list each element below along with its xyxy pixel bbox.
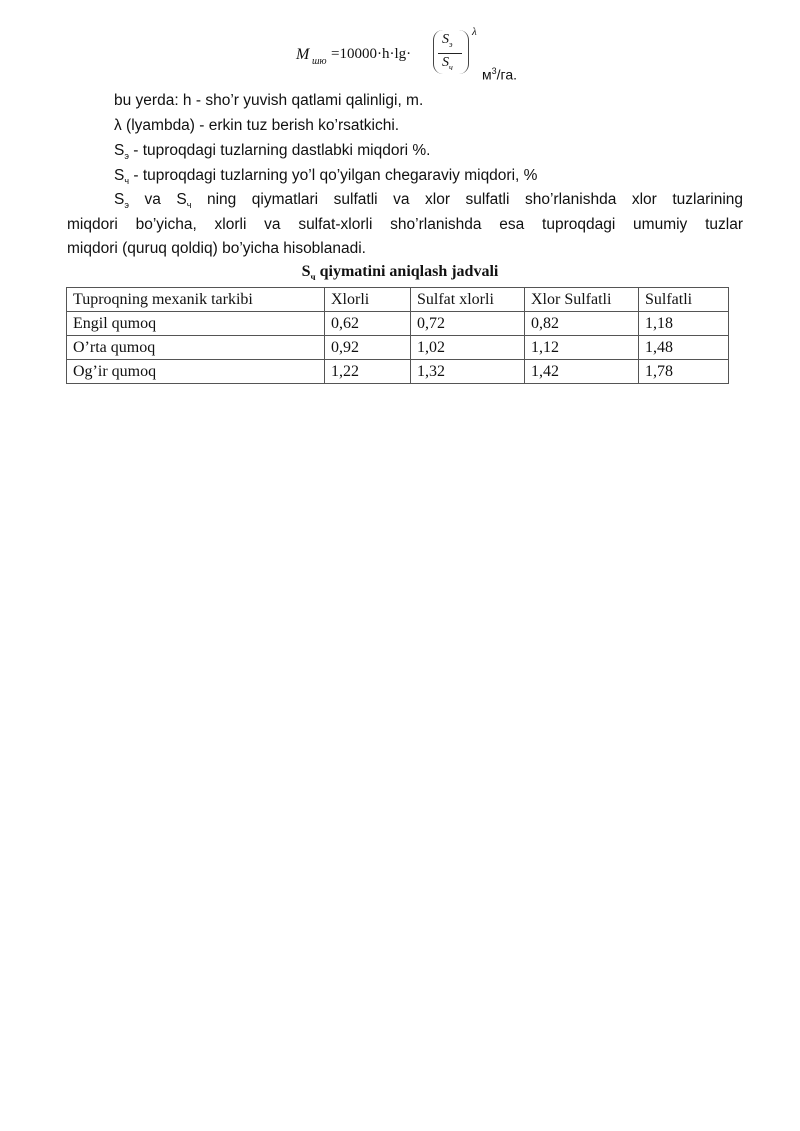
cell-value: 0,92: [325, 336, 411, 360]
cell-value: 0,62: [325, 312, 411, 336]
formula-unit: $м^3/га$.: [482, 66, 518, 83]
formula-fraction-line: [438, 53, 462, 54]
formula-denominator: $S_ч$: [442, 55, 453, 72]
cell-value: 1,78: [639, 360, 729, 384]
formula-lhs-subscript: шю: [312, 56, 327, 67]
cell-soil: O’rta qumoq: [67, 336, 325, 360]
table-row: [67, 360, 729, 384]
text-line-2: λ (lyambda) - erkin tuz berish ko’rsatkichi.: [114, 117, 400, 134]
cell-value: 1,22: [325, 360, 411, 384]
formula-rhs: =10000·h·lg·: [331, 46, 412, 62]
header-sulfat-xlorli: Sulfat xlorli: [411, 288, 525, 312]
formula-numerator: $S_э$: [442, 32, 453, 49]
cell-value: 1,42: [525, 360, 639, 384]
header-sulfatli: Sulfatli: [639, 288, 729, 312]
cell-value: 1,48: [639, 336, 729, 360]
formula-lhs: M: [296, 46, 310, 63]
header-xlor-sulfatli: Xlor Sulfatli: [525, 288, 639, 312]
formula: [296, 24, 556, 84]
text-line-3: $S_э$ - tuproqdagi tuzlarning dastlabki miqdori %.: [114, 142, 431, 162]
text-line-1: bu yerda: h - sho’r yuvish qatlami qalinligi, m.: [114, 92, 424, 109]
cell-soil: Og’ir qumoq: [67, 360, 325, 384]
header-xlorli: Xlorli: [325, 288, 411, 312]
cell-value: 0,82: [525, 312, 639, 336]
formula-exponent: λ: [472, 26, 477, 38]
table-row: [67, 336, 729, 360]
cell-soil: Engil qumoq: [67, 312, 325, 336]
text-line-4: $S_ч$ - tuproqdagi tuzlarning yo’l qo’yilgan chegaraviy miqdori, %: [114, 167, 538, 187]
header-soil-texture: Tuproqning mexanik tarkibi: [67, 288, 325, 312]
table-caption: $S_ч$ qiymatini aniqlash jadvali: [301, 263, 499, 283]
cell-value: 1,02: [411, 336, 525, 360]
text-line-7: miqdori (quruq qoldiq) bo’yicha hisoblanadi.: [67, 240, 366, 257]
text-line-6: miqdori bo’yicha, xlorli va sulfat-xlorli sho’rlanishda esa tuproqdagi umumiy tuzlar: [67, 216, 743, 233]
table-row: [67, 312, 729, 336]
values-table: [66, 287, 729, 384]
cell-value: 1,32: [411, 360, 525, 384]
cell-value: 1,18: [639, 312, 729, 336]
text-line-5: $S_э$ va $S_ч$ ning qiymatlari sulfatli va xlor sulfatli sho’rlanishda xlor tuzlarining: [114, 191, 744, 211]
cell-value: 1,12: [525, 336, 639, 360]
cell-value: 0,72: [411, 312, 525, 336]
table-header-row: [67, 288, 729, 312]
